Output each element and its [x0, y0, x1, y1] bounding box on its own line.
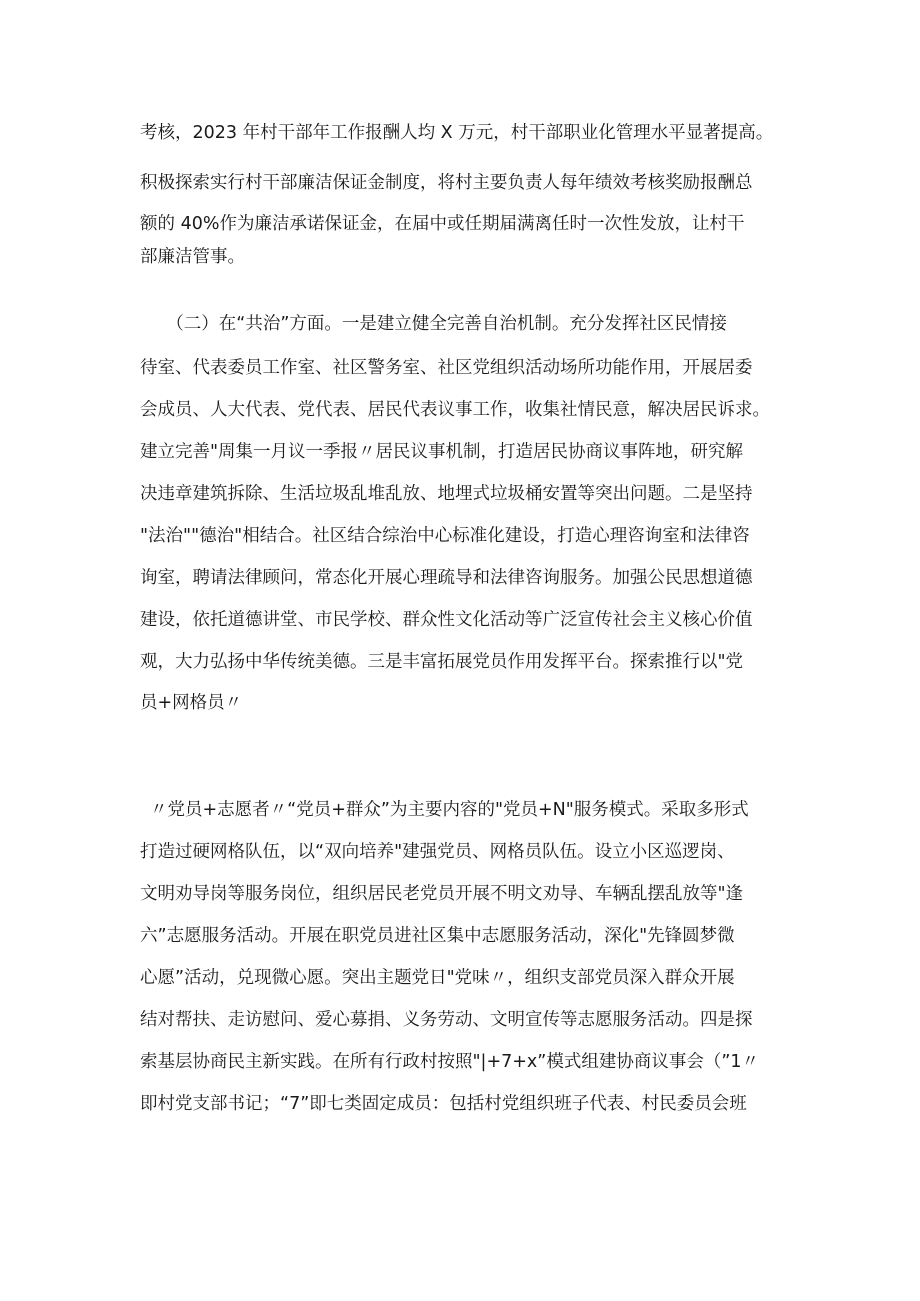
text-line: 建立完善"周集一月议一季报〃居民议事机制，打造居民协商议事阵地，研究解: [140, 442, 744, 462]
text-line: 员+网格员〃: [140, 693, 243, 713]
text-line: 积极探索实行村干部廉洁保证金制度，将村主要负责人每年绩效考核奖励报酬总: [140, 173, 753, 193]
text-line: 文明劝导岗等服务岗位，组织居民老党员开展不明文劝导、车辆乱摆乱放等"逢: [140, 884, 744, 904]
text-line: 打造过硬网格队伍，以“双向培养"建强党员、网格员队伍。设立小区巡逻岗、: [140, 842, 735, 862]
text-line: 询室，聘请法律顾问，常态化开展心理疏导和法律咨询服务。加强公民思想道德: [140, 568, 753, 588]
text-line: 心愿”活动，兑现微心愿。突出主题党日"党味〃，组织支部党员深入群众开展: [140, 968, 735, 988]
text-line: 决违章建筑拆除、生活垃圾乱堆乱放、地埋式垃圾桶安置等突出问题。二是坚持: [140, 484, 753, 504]
text-line: 即村党支部书记；“7”即七类固定成员：包括村党组织班子代表、村民委员会班: [140, 1094, 747, 1114]
text-line: 结对帮扶、走访慰问、爱心募捐、义务劳动、文明宣传等志愿服务活动。四是探: [140, 1010, 753, 1030]
text-line: 索基层协商民主新实践。在所有行政村按照"|+7+x”模式组建协商议事会（”1〃: [140, 1052, 760, 1072]
text-line: 考核，2023 年村干部年工作报酬人均 X 万元，村干部职业化管理水平显著提高。: [140, 123, 774, 143]
text-line: 部廉洁管事。: [140, 247, 245, 267]
text-line: 会成员、人大代表、党代表、居民代表议事工作，收集社情民意，解决居民诉求。: [140, 400, 770, 420]
text-line: 六”志愿服务活动。开展在职党员进社区集中志愿服务活动，深化"先锋圆梦微: [140, 926, 735, 946]
text-line: 观，大力弘扬中华传统美德。三是丰富拓展党员作用发挥平台。探索推行以"党: [140, 652, 744, 672]
text-line: 建设，依托道德讲堂、市民学校、群众性文化活动等广泛宣传社会主义核心价值: [140, 610, 753, 630]
text-line: 额的 40%作为廉洁承诺保证金，在届中或任期届满离任时一次性发放，让村干: [140, 214, 745, 234]
text-line: 待室、代表委员工作室、社区警务室、社区党组织活动场所功能作用，开展居委: [140, 358, 753, 378]
text-line: 〃党员+志愿者〃“党员+群众”为主要内容的"党员+N"服务模式。采取多形式: [150, 800, 749, 820]
text-line: "法治""德治"相结合。社区结合综治中心标准化建设，打造心理咨询室和法律咨: [140, 526, 750, 546]
text-line: （二）在“共治”方面。一是建立健全完善自治机制。充分发挥社区民情接: [140, 314, 727, 334]
